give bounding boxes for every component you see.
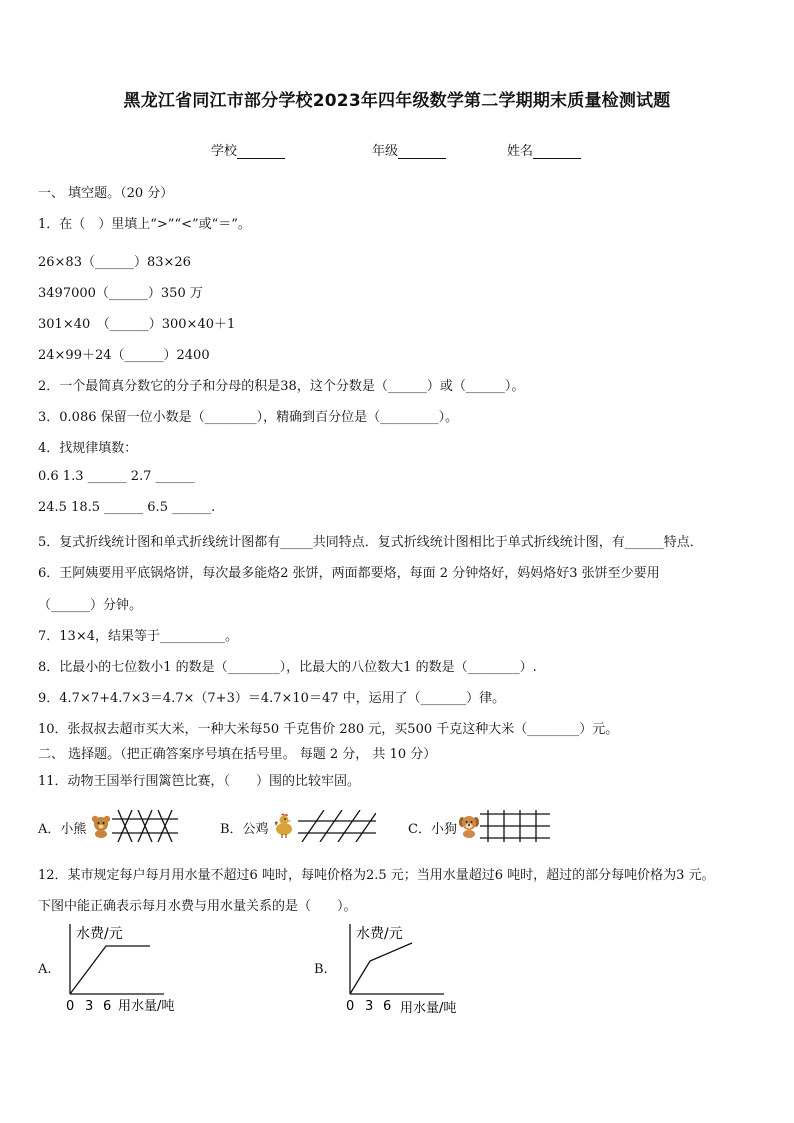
question-6b: （______）分钟。 [38,598,143,613]
school-label: 学校 [211,144,238,159]
school-field[interactable] [211,140,285,159]
fence-dog-square-grid [480,810,550,842]
grade-label: 年级 [372,144,399,159]
question-4: 4．找规律填数： [38,441,138,456]
page-title: 黑龙江省同江市部分学校2023年四年级数学第二学期期末质量检测试题 [123,91,671,111]
graph-b-tick-6: 6 [383,999,392,1014]
question-4b: 24.5 18.5 ______ 6.5 ______. [38,500,216,515]
question-12: 12．某市规定每户每月用水量不超过6 吨时，每吨价格为2.5 元；当用水量超过6 吨时，超过的部分每吨价格为3 元。 [38,868,715,883]
name-blank[interactable] [533,144,581,159]
dog-icon [458,814,480,838]
question-1: 1．在（ ）里填上“>”“<”或“＝”。 [38,217,251,232]
graph-b-tick-0: 0 [346,999,355,1014]
name-field[interactable] [507,140,581,159]
graph-a-tick-0: 0 [66,999,75,1014]
graph-a[interactable] [56,920,216,1020]
question-1c: 301×40 （______）300×40＋1 [38,317,236,332]
question-3: 3．0.086 保留一位小数是（________），精确到百分位是（_________）。 [38,410,459,425]
bear-icon [90,814,112,838]
graph-b-ylabel: 水费/元 [356,926,403,942]
question-9: 9．4.7×7+4.7×3＝4.7×（7+3）＝4.7×10＝47 中，运用了（_______）律。 [38,691,506,706]
grade-field[interactable] [372,140,446,159]
rooster-icon [274,812,296,838]
question-5: 5．复式折线统计图和单式折线统计图都有_____共同特点．复式折线统计图相比于单式折线统计图，有______特点． [38,535,703,550]
graph-a-tick-6: 6 [103,999,112,1014]
question-2: 2．一个最简真分数它的分子和分母的积是38，这个分数是（______）或（______）。 [38,379,525,394]
question-1b: 3497000（______）350 万 [38,286,203,301]
option-a-label: A．小熊 [38,822,87,837]
graph-b-letter[interactable]: B. [314,962,328,977]
option-c-label: C．小狗 [408,822,457,837]
question-7: 7．13×4，结果等于__________。 [38,629,238,644]
question-12b: 下图中能正确表示每月水费与用水量关系的是（ ）。 [38,899,357,914]
graph-b-tick-3: 3 [365,999,374,1014]
grade-blank[interactable] [398,144,446,159]
question-11-options [38,808,598,844]
fence-rooster-parallel [298,810,376,842]
graph-a-ylabel: 水费/元 [76,926,123,942]
section-heading-fill: 一、 填空题。（20 分） [38,186,174,201]
graph-a-letter[interactable]: A. [38,962,52,977]
graph-b[interactable] [336,920,496,1020]
question-8: 8．比最小的七位数小1 的数是（________），比最大的八位数大1 的数是（________）. [38,660,537,675]
question-1d: 24×99＋24（______）2400 [38,348,210,363]
question-1a: 26×83（______）83×26 [38,255,191,270]
graph-b-xlabel: 用水量/吨 [400,1001,457,1016]
graph-b-line [350,943,412,994]
fence-bear-diagonal-cross [112,810,178,842]
question-10: 10．张叔叔去超市买大米，一种大米每50 千克售价 280 元，买500 千克这种大米（________）元。 [38,722,619,737]
graph-a-tick-3: 3 [85,999,94,1014]
option-b-label: B．公鸡 [220,822,269,837]
question-11: 11．动物王国举行围篱笆比赛，（ ）围的比较牢固。 [38,774,361,789]
question-6: 6．王阿姨要用平底锅烙饼，每次最多能烙2 张饼，两面都要烙，每面 2 分钟烙好，妈妈烙好3 张饼至少要用 [38,566,660,581]
graph-a-xlabel: 用水量/吨 [118,999,175,1014]
name-label: 姓名 [507,144,534,159]
graph-a-line [70,946,150,994]
school-blank[interactable] [237,144,285,159]
section-heading-choice: 二、 选择题。（把正确答案序号填在括号里。 每题 2 分， 共 10 分） [38,747,437,762]
question-4a: 0.6 1.3 ______ 2.7 ______ [38,469,195,484]
